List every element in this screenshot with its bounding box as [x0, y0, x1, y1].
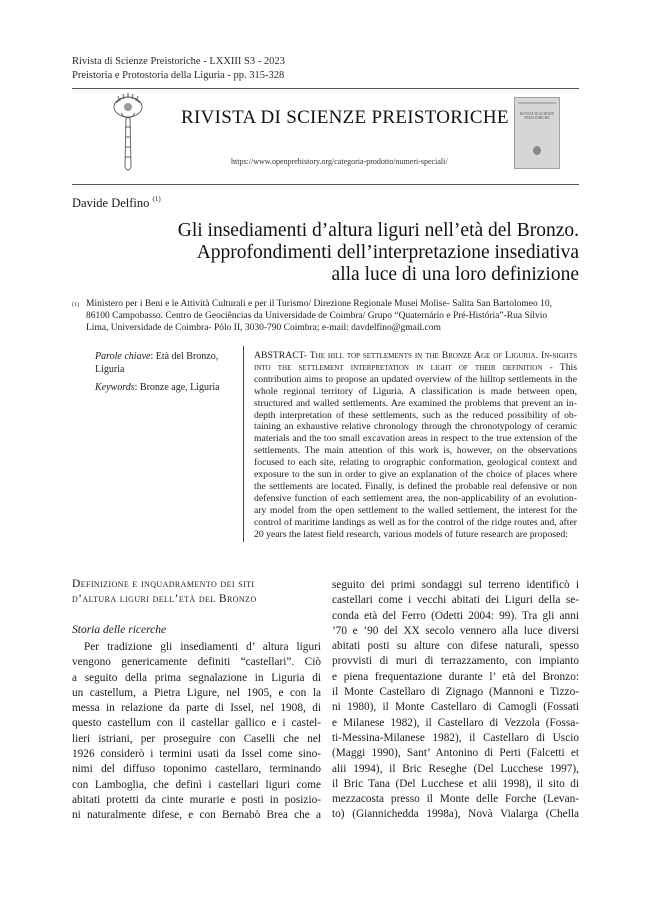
keywords-italian: Parole chiave: Età del Bronzo,	[95, 351, 219, 362]
journal-volume-line: Preistoria e Protostoria della Liguria - pp. 315-328	[72, 70, 285, 81]
subsection-heading: Storia delle ricerche	[72, 624, 167, 636]
cover-emblem-icon	[533, 146, 541, 155]
title-line-2: Approfondimenti dell’interpretazione insediativa	[196, 242, 579, 263]
body-line: abitati protetti da cinte murarie e posti in posizio-	[72, 793, 321, 806]
body-line: il Monte Castellaro di Zignago (Mannoni e Tizzo-	[332, 686, 579, 699]
keywords-english: Keywords: Bronze age, Liguria	[95, 382, 220, 393]
author-note-marker: (1)	[152, 195, 161, 203]
body-line: ti-Messina-Milanese 1982), il Castellaro di Uscio	[332, 731, 579, 744]
journal-issue-line: Rivista di Scienze Preistoriche - LXXIII S3 - 2023	[72, 56, 285, 67]
journal-logo-icon	[104, 93, 152, 175]
body-line: castellari come i vecchi abitati dei Liguri della se-	[332, 594, 579, 607]
body-line: conda età del Ferro (Odetti 2004: 99). Tra gli anni	[332, 609, 579, 622]
journal-cover-thumbnail	[514, 97, 560, 169]
affiliation-line-3: Lima, Universidade de Coimbra- Pólo II, 3030-790 Coimbra; e-mail: davdelfino@gmail.com	[86, 323, 441, 334]
keywords-italian-cont: Liguria	[95, 364, 125, 375]
journal-title: RIVISTA DI SCIENZE PREISTORICHE	[181, 107, 509, 128]
body-line: ni 1980), il Monte Castellaro di Camogli (Fossati	[332, 701, 579, 714]
body-line: nimi del diffuso toponimo castellaro, terminando	[72, 763, 321, 776]
section-heading	[72, 577, 332, 607]
body-column-left	[72, 640, 321, 824]
author-name-text: Davide Delfino	[72, 196, 150, 210]
body-line: lieri istriani, per proseguire con Caselli che nel	[72, 732, 321, 745]
body-line: messa in relazione da parte di Issel, nel 1908, di	[72, 702, 321, 715]
body-line: abitati posti su alture con difese naturali, spesso	[332, 640, 579, 653]
abstract-divider	[243, 346, 244, 542]
section-heading-line-2: d’altura liguri dell’età del Bronzo	[72, 593, 257, 605]
cover-topbar	[518, 102, 556, 104]
affiliation-line-1: Ministero per i Beni e le Attività Culturali e per il Turismo/ Direzione Regionale Musei Molise- Salita San Bartolomeo 10,	[86, 299, 552, 309]
title-line-3: alla luce di una loro definizione	[331, 264, 579, 285]
body-column-right	[332, 578, 579, 823]
affiliation-line-2: 86100 Campobasso. Centro de Geociências da Universidade de Coimbra/ Grupo “Quaternário e Pré-História”-Rua Sílvio	[86, 311, 548, 322]
body-line: provvisti di muri di terrazzamento, con impianto	[332, 655, 579, 668]
header-bottom-rule	[72, 184, 579, 185]
body-line: ni naturalmente difese, e con Bernabò Brea che a	[72, 809, 321, 822]
abstract-text: This contribution aims to propose an updated overview of the hilltop settlements in the whole regional territory of Liguria. A classification is made between open, structured and walled settlements. Are examined the problems that prevent an in-depth interpretation of these settlements, such as the reduced possibility of ob-taining an exhaustive relative chronology through the chronotypology of ceramic materials and the too small excavation areas in respect to the true extension of the settlements. The main attention of this work is, however, on the observations focused to each site, relating to orographic conformation, geological context and exposure to the sun in order to give an explanation of the choice of places where the settlements are located. Finally, is defined the probable real defensive or non defensive function of each settlement area, the non-applicability of an evolution-ary model from the open settlement to the walled settlement, the interest for the control of maritime landings as well as for the control of the ridge routes and, after 20 years the latest field research, various models of future research are proposed:	[254, 361, 578, 540]
cover-title: RIVISTA DI SCIENZE PREISTORICHE	[519, 112, 555, 121]
body-line: vengono genericamente definiti “castellari”. Ciò	[72, 656, 321, 669]
body-line: e piena frequentazione durante l’ età del Bronzo:	[332, 670, 579, 683]
body-line: a seguito della prima segnalazione in Liguria di	[72, 671, 321, 684]
body-line: Per tradizione gli insediamenti d’ altura liguri	[84, 641, 321, 653]
body-line: il Bric Tana (Del Lucchese et alii 1998), il sito di	[332, 777, 579, 790]
abstract-heading: The hill top settlements in the Bronze Age of Liguria. In-sights into the settlement interpretation in light of their definition -	[254, 350, 577, 373]
abstract	[254, 350, 577, 541]
journal-url[interactable]: https://www.openprehistory.org/categoria-prodotto/numeri-speciali/	[231, 157, 448, 166]
title-line-1: Gli insediamenti d’altura liguri nell’età del Bronzo.	[177, 220, 579, 241]
body-line: con Lamboglia, che definì i castellari liguri come	[72, 778, 321, 791]
abstract-label: ABSTRACT-	[254, 350, 307, 361]
body-line: (Maggi 1990), Sant’ Antonino di Perti (Falcetti et	[332, 747, 579, 760]
body-line: questo castellum con il castellar gallico e i castel-	[72, 717, 321, 730]
keywords-block	[95, 350, 235, 394]
author-name	[72, 196, 161, 211]
body-line: 1926 considerò i termini usati da Issel come sino-	[72, 748, 321, 761]
header-rule	[72, 88, 579, 89]
body-line: to) (Giannichedda 1998a), Novà Vialarga (Chella	[332, 808, 579, 821]
body-line: seguito dei primi sondaggi sul terreno identificò i	[332, 579, 579, 591]
body-line: un castellum, a Pietra Ligure, nel 1905, e con la	[72, 686, 321, 699]
affiliation	[72, 298, 582, 335]
article-title	[150, 220, 579, 286]
body-line: mezzacosta presso il Monte delle Forche (Levan-	[332, 793, 579, 806]
body-line: ’70 e ’90 del XX secolo vennero alla luce diversi	[332, 624, 579, 637]
affiliation-marker: (1)	[72, 302, 79, 308]
section-heading-line-1: Definizione e inquadramento dei siti	[72, 578, 255, 590]
body-line: e Milanese 1982), il Castellaro di Vezzola (Fossa-	[332, 716, 579, 729]
body-line: alii 1994), il Bric Reseghe (Del Lucchese 1997),	[332, 762, 579, 775]
